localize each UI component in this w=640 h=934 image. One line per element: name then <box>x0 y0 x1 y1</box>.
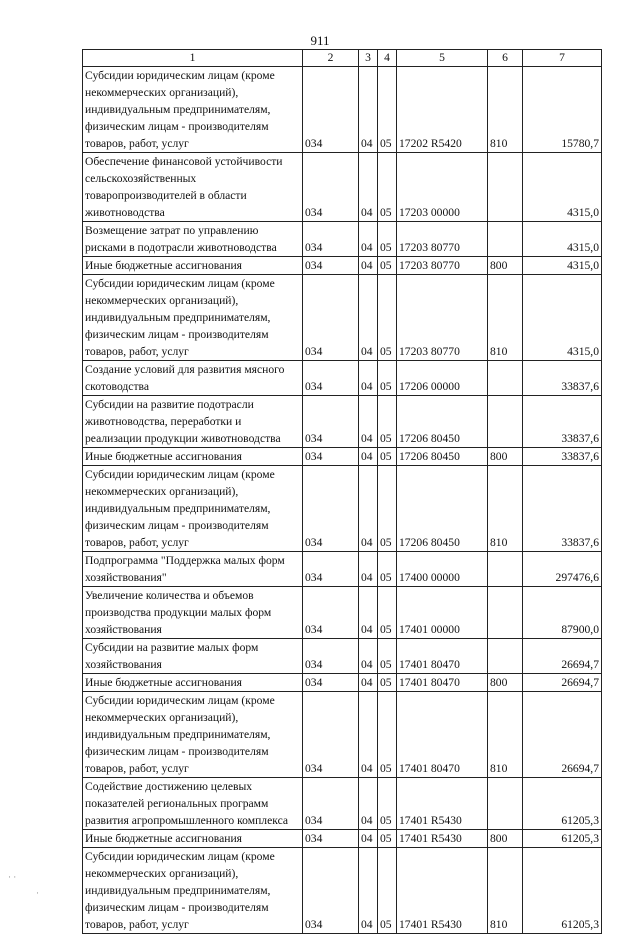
row-subsection: 05 <box>378 692 397 778</box>
row-description: Подпрограмма "Поддержка малых форм хозяйствования" <box>83 552 303 587</box>
header-cell: 4 <box>378 50 397 67</box>
row-ministry-code: 034 <box>303 552 359 587</box>
table-row <box>83 552 602 587</box>
header-cell: 6 <box>488 50 523 67</box>
table-row <box>83 778 602 830</box>
row-target-article: 17401 R5430 <box>397 848 488 934</box>
row-target-article: 17401 80470 <box>397 639 488 674</box>
row-target-article: 17401 R5430 <box>397 830 488 848</box>
row-ministry-code: 034 <box>303 692 359 778</box>
row-target-article: 17203 80770 <box>397 275 488 361</box>
row-target-article: 17401 00000 <box>397 587 488 639</box>
header-cell: 3 <box>359 50 378 67</box>
row-amount: 33837,6 <box>523 466 602 552</box>
row-expense-type: 810 <box>488 692 523 778</box>
row-subsection: 05 <box>378 361 397 396</box>
table-row <box>83 67 602 153</box>
row-amount: 15780,7 <box>523 67 602 153</box>
row-section: 04 <box>359 466 378 552</box>
table-body <box>83 67 602 934</box>
row-target-article: 17401 80470 <box>397 692 488 778</box>
row-expense-type <box>488 222 523 257</box>
row-subsection: 05 <box>378 396 397 448</box>
header-cell: 7 <box>523 50 602 67</box>
row-expense-type: 800 <box>488 448 523 466</box>
table-row <box>83 692 602 778</box>
table-row <box>83 587 602 639</box>
header-cell: 2 <box>303 50 359 67</box>
row-description: Субсидии юридическим лицам (кроме некоммерческих организаций), индивидуальным предпринимателям, физическим лицам - производителям товаров, работ, услуг <box>83 466 303 552</box>
row-subsection: 05 <box>378 830 397 848</box>
row-subsection: 05 <box>378 552 397 587</box>
row-ministry-code: 034 <box>303 674 359 692</box>
header-cell: 1 <box>83 50 303 67</box>
row-target-article: 17206 80450 <box>397 448 488 466</box>
row-section: 04 <box>359 396 378 448</box>
table-row <box>83 153 602 222</box>
row-section: 04 <box>359 674 378 692</box>
row-description: Субсидии юридическим лицам (кроме некоммерческих организаций), индивидуальным предпринимателям, физическим лицам - производителям товаров, работ, услуг <box>83 67 303 153</box>
row-target-article: 17400 00000 <box>397 552 488 587</box>
row-amount: 33837,6 <box>523 448 602 466</box>
table-row <box>83 361 602 396</box>
row-expense-type: 810 <box>488 848 523 934</box>
row-section: 04 <box>359 848 378 934</box>
page-number: 911 <box>310 33 330 48</box>
row-ministry-code: 034 <box>303 778 359 830</box>
table-row <box>83 222 602 257</box>
table-row <box>83 848 602 934</box>
table-row <box>83 830 602 848</box>
row-description: Субсидии юридическим лицам (кроме некоммерческих организаций), индивидуальным предпринимателям, физическим лицам - производителям товаров, работ, услуг <box>83 275 303 361</box>
row-ministry-code: 034 <box>303 153 359 222</box>
row-target-article: 17202 R5420 <box>397 67 488 153</box>
row-description: Обеспечение финансовой устойчивости сельскохозяйственных товаропроизводителей в области животноводства <box>83 153 303 222</box>
row-subsection: 05 <box>378 222 397 257</box>
row-description: Субсидии юридическим лицам (кроме некоммерческих организаций), индивидуальным предпринимателям, физическим лицам - производителям товаров, работ, услуг <box>83 692 303 778</box>
row-expense-type: 800 <box>488 257 523 275</box>
row-target-article: 17203 80770 <box>397 257 488 275</box>
row-amount: 4315,0 <box>523 257 602 275</box>
row-description: Иные бюджетные ассигнования <box>83 830 303 848</box>
row-expense-type: 810 <box>488 67 523 153</box>
row-ministry-code: 034 <box>303 67 359 153</box>
row-amount: 61205,3 <box>523 778 602 830</box>
row-subsection: 05 <box>378 466 397 552</box>
row-subsection: 05 <box>378 67 397 153</box>
row-section: 04 <box>359 587 378 639</box>
row-description: Субсидии на развитие подотрасли животноводства, переработки и реализации продукции животноводства <box>83 396 303 448</box>
table-row <box>83 396 602 448</box>
row-target-article: 17206 80450 <box>397 396 488 448</box>
scan-speck: · · <box>8 872 17 882</box>
table-row <box>83 674 602 692</box>
row-description: Иные бюджетные ассигнования <box>83 448 303 466</box>
row-expense-type <box>488 778 523 830</box>
row-subsection: 05 <box>378 448 397 466</box>
table-row <box>83 448 602 466</box>
row-amount: 61205,3 <box>523 848 602 934</box>
row-target-article: 17401 R5430 <box>397 778 488 830</box>
row-subsection: 05 <box>378 778 397 830</box>
row-target-article: 17203 00000 <box>397 153 488 222</box>
row-description: Увеличение количества и объемов производства продукции малых форм хозяйствования <box>83 587 303 639</box>
table-row <box>83 466 602 552</box>
row-ministry-code: 034 <box>303 587 359 639</box>
row-subsection: 05 <box>378 587 397 639</box>
budget-table <box>82 49 602 934</box>
row-description: Возмещение затрат по управлению рисками в подотрасли животноводства <box>83 222 303 257</box>
row-section: 04 <box>359 778 378 830</box>
row-section: 04 <box>359 257 378 275</box>
row-expense-type: 800 <box>488 674 523 692</box>
row-section: 04 <box>359 153 378 222</box>
row-target-article: 17206 00000 <box>397 361 488 396</box>
row-expense-type: 810 <box>488 275 523 361</box>
row-subsection: 05 <box>378 153 397 222</box>
row-amount: 4315,0 <box>523 153 602 222</box>
row-target-article: 17203 80770 <box>397 222 488 257</box>
row-amount: 26694,7 <box>523 639 602 674</box>
row-ministry-code: 034 <box>303 830 359 848</box>
row-expense-type <box>488 361 523 396</box>
row-section: 04 <box>359 67 378 153</box>
row-description: Иные бюджетные ассигнования <box>83 674 303 692</box>
row-section: 04 <box>359 275 378 361</box>
table-row <box>83 639 602 674</box>
row-description: Содействие достижению целевых показателей региональных программ развития агропромышленного комплекса <box>83 778 303 830</box>
row-amount: 4315,0 <box>523 275 602 361</box>
row-amount: 26694,7 <box>523 692 602 778</box>
row-expense-type <box>488 639 523 674</box>
row-section: 04 <box>359 448 378 466</box>
row-section: 04 <box>359 552 378 587</box>
table-header-row <box>83 50 602 67</box>
row-subsection: 05 <box>378 848 397 934</box>
row-ministry-code: 034 <box>303 361 359 396</box>
row-subsection: 05 <box>378 275 397 361</box>
row-description: Иные бюджетные ассигнования <box>83 257 303 275</box>
row-expense-type <box>488 396 523 448</box>
row-amount: 87900,0 <box>523 587 602 639</box>
row-ministry-code: 034 <box>303 466 359 552</box>
row-section: 04 <box>359 361 378 396</box>
row-subsection: 05 <box>378 674 397 692</box>
row-description: Создание условий для развития мясного скотоводства <box>83 361 303 396</box>
row-ministry-code: 034 <box>303 275 359 361</box>
row-section: 04 <box>359 222 378 257</box>
row-ministry-code: 034 <box>303 639 359 674</box>
row-ministry-code: 034 <box>303 257 359 275</box>
row-ministry-code: 034 <box>303 848 359 934</box>
row-subsection: 05 <box>378 639 397 674</box>
row-amount: 297476,6 <box>523 552 602 587</box>
row-section: 04 <box>359 830 378 848</box>
row-subsection: 05 <box>378 257 397 275</box>
row-expense-type <box>488 552 523 587</box>
row-expense-type: 800 <box>488 830 523 848</box>
row-ministry-code: 034 <box>303 396 359 448</box>
row-amount: 33837,6 <box>523 396 602 448</box>
row-target-article: 17206 80450 <box>397 466 488 552</box>
row-section: 04 <box>359 692 378 778</box>
row-expense-type <box>488 153 523 222</box>
row-ministry-code: 034 <box>303 448 359 466</box>
table-row <box>83 275 602 361</box>
row-expense-type <box>488 587 523 639</box>
header-cell: 5 <box>397 50 488 67</box>
row-amount: 26694,7 <box>523 674 602 692</box>
row-expense-type: 810 <box>488 466 523 552</box>
row-amount: 33837,6 <box>523 361 602 396</box>
table-row <box>83 257 602 275</box>
scan-speck: · <box>36 888 39 898</box>
row-description: Субсидии юридическим лицам (кроме некоммерческих организаций), индивидуальным предпринимателям, физическим лицам - производителям товаров, работ, услуг <box>83 848 303 934</box>
row-amount: 61205,3 <box>523 830 602 848</box>
row-amount: 4315,0 <box>523 222 602 257</box>
row-description: Субсидии на развитие малых форм хозяйствования <box>83 639 303 674</box>
row-section: 04 <box>359 639 378 674</box>
row-target-article: 17401 80470 <box>397 674 488 692</box>
row-ministry-code: 034 <box>303 222 359 257</box>
